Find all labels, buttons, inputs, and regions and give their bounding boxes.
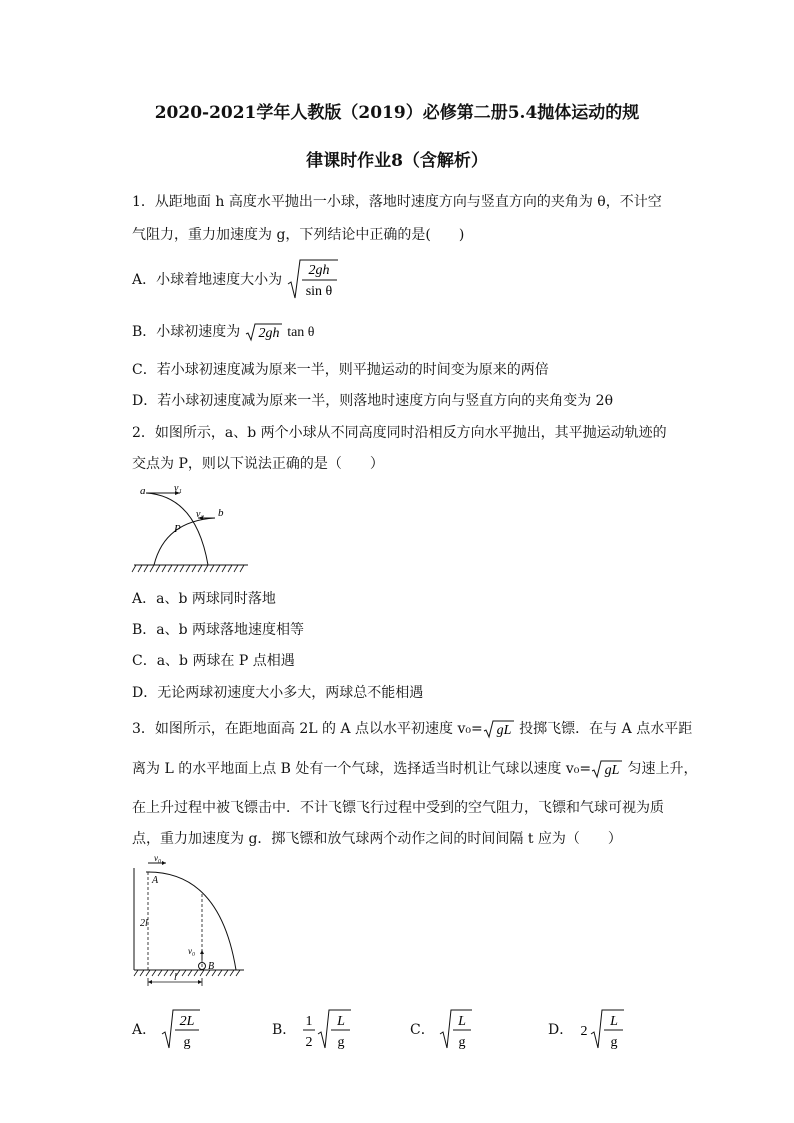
label-l: l <box>174 972 177 983</box>
q1-option-b-text: B．小球初速度为 <box>132 324 241 340</box>
q3-b-coef-num: 1 <box>305 1014 313 1029</box>
q1-option-a-text: A．小球着地速度大小为 <box>132 272 283 288</box>
ground-hatch <box>132 565 244 572</box>
q1-a-numerator: 2gh <box>308 263 330 278</box>
q3-a-num: 2L <box>179 1014 194 1029</box>
q3-option-b-label: B． <box>272 1022 297 1038</box>
q3-option-a-label: A． <box>132 1022 157 1038</box>
q2-option-b: B．a、b 两球落地速度相等 <box>132 622 305 638</box>
q2-option-d: D．无论两球初速度大小多大，两球总不能相遇 <box>132 685 424 701</box>
q3-stem-line1-a: 3．如图所示，在距地面高 2L 的 A 点以水平初速度 v₀= <box>132 721 483 737</box>
q1-stem-line2: 气阻力，重力加速度为 g，下列结论中正确的是( ) <box>132 227 465 243</box>
q3-d-coef: 2 <box>580 1024 588 1039</box>
label-B: B <box>208 961 215 972</box>
q3-stem-line2-b: 匀速上升， <box>623 761 698 777</box>
q3-b-den: g <box>337 1035 345 1050</box>
q3-c-num: L <box>458 1014 467 1029</box>
q1-option-a <box>132 258 339 302</box>
q2-stem-line1: 2．如图所示，a、b 两个小球从不同高度同时沿相反方向水平抛出，其平抛运动轨迹的 <box>132 425 667 441</box>
q3-v0-radicand-2: gL <box>604 763 620 778</box>
sqrt-sign-icon <box>591 759 623 779</box>
q3-option-a <box>132 1008 201 1052</box>
label-b: b <box>218 507 224 519</box>
ground-hatch <box>134 970 240 976</box>
q1-option-c: C．若小球初速度减为原来一半，则平抛运动的时间变为原来的两倍 <box>132 362 549 378</box>
sqrt-sign-icon <box>245 322 283 342</box>
label-A: A <box>152 875 159 886</box>
q3-d-den: g <box>610 1035 618 1050</box>
q3-option-d <box>548 1008 626 1052</box>
q3-stem-line3: 在上升过程中被飞镖击中．不计飞镖飞行过程中受到的空气阻力，飞镖和气球可视为质 <box>132 800 664 816</box>
q3-stem-line1 <box>132 718 692 739</box>
q3-stem-line4: 点，重力加速度为 g．掷飞镖和放气球两个动作之间的时间间隔 t 应为（ ） <box>132 831 622 847</box>
q1-option-a-formula <box>287 258 339 302</box>
sqrt-sign-icon <box>439 1008 473 1052</box>
label-a: a <box>140 485 146 497</box>
q3-stem-line2 <box>132 758 698 779</box>
label-v0-balloon: v₀ <box>188 946 196 956</box>
q1-option-d: D．若小球初速度减为原来一半，则落地时速度方向与竖直方向的夹角变为 2θ <box>132 393 614 409</box>
q3-stem-line1-b: 投掷飞镖．在与 A 点水平距 <box>514 721 693 737</box>
q2-option-c: C．a、b 两球在 P 点相遇 <box>132 653 295 669</box>
q3-stem-line2-a: 离为 L 的水平地面上点 B 处有一个气球，选择适当时机让气球以速度 v₀= <box>132 761 592 777</box>
q1-option-b-tail: tan θ <box>287 325 315 340</box>
q3-option-d-label: D． <box>548 1022 574 1038</box>
q3-option-b <box>272 1008 357 1052</box>
q3-dart-balloon-figure <box>128 854 248 990</box>
label-2l: 2l <box>140 918 148 929</box>
q3-option-c-label: C． <box>410 1022 435 1038</box>
sqrt-sign-icon <box>161 1008 201 1052</box>
q2-trajectory-figure <box>130 480 250 576</box>
sqrt-sign-icon <box>287 258 339 302</box>
label-v2: v₂ <box>196 509 204 520</box>
q3-d-num: L <box>609 1014 618 1029</box>
q2-stem-line2: 交点为 P，则以下说法正确的是（ ） <box>132 456 384 472</box>
q2-option-a: A．a、b 两球同时落地 <box>132 591 276 607</box>
q3-v0-radicand: gL <box>496 723 512 738</box>
q1-b-radicand: 2gh <box>258 326 280 341</box>
fraction-sqrt-icon <box>301 1008 357 1052</box>
q3-option-c <box>410 1008 473 1052</box>
sqrt-sign-icon <box>483 719 515 739</box>
q1-a-denominator: sin θ <box>305 284 332 299</box>
document-title-line2: 律课时作业8（含解析） <box>306 151 488 171</box>
q3-c-den: g <box>458 1035 466 1050</box>
document-title-line1: 2020-2021学年人教版（2019）必修第二册5.4抛体运动的规 <box>154 103 640 123</box>
q3-b-coef-den: 2 <box>305 1035 313 1050</box>
q3-a-den: g <box>183 1035 191 1050</box>
q3-b-num: L <box>336 1014 345 1029</box>
trajectory-b <box>154 518 215 565</box>
label-v0-top: v₀ <box>154 854 162 863</box>
coef-sqrt-icon <box>578 1008 626 1052</box>
q1-stem-line1: 1．从距地面 h 高度水平抛出一小球，落地时速度方向与竖直方向的夹角为 θ，不计空 <box>132 194 662 210</box>
label-v1: v₁ <box>174 483 182 494</box>
q1-option-b <box>132 321 315 342</box>
label-P: P <box>174 523 181 535</box>
